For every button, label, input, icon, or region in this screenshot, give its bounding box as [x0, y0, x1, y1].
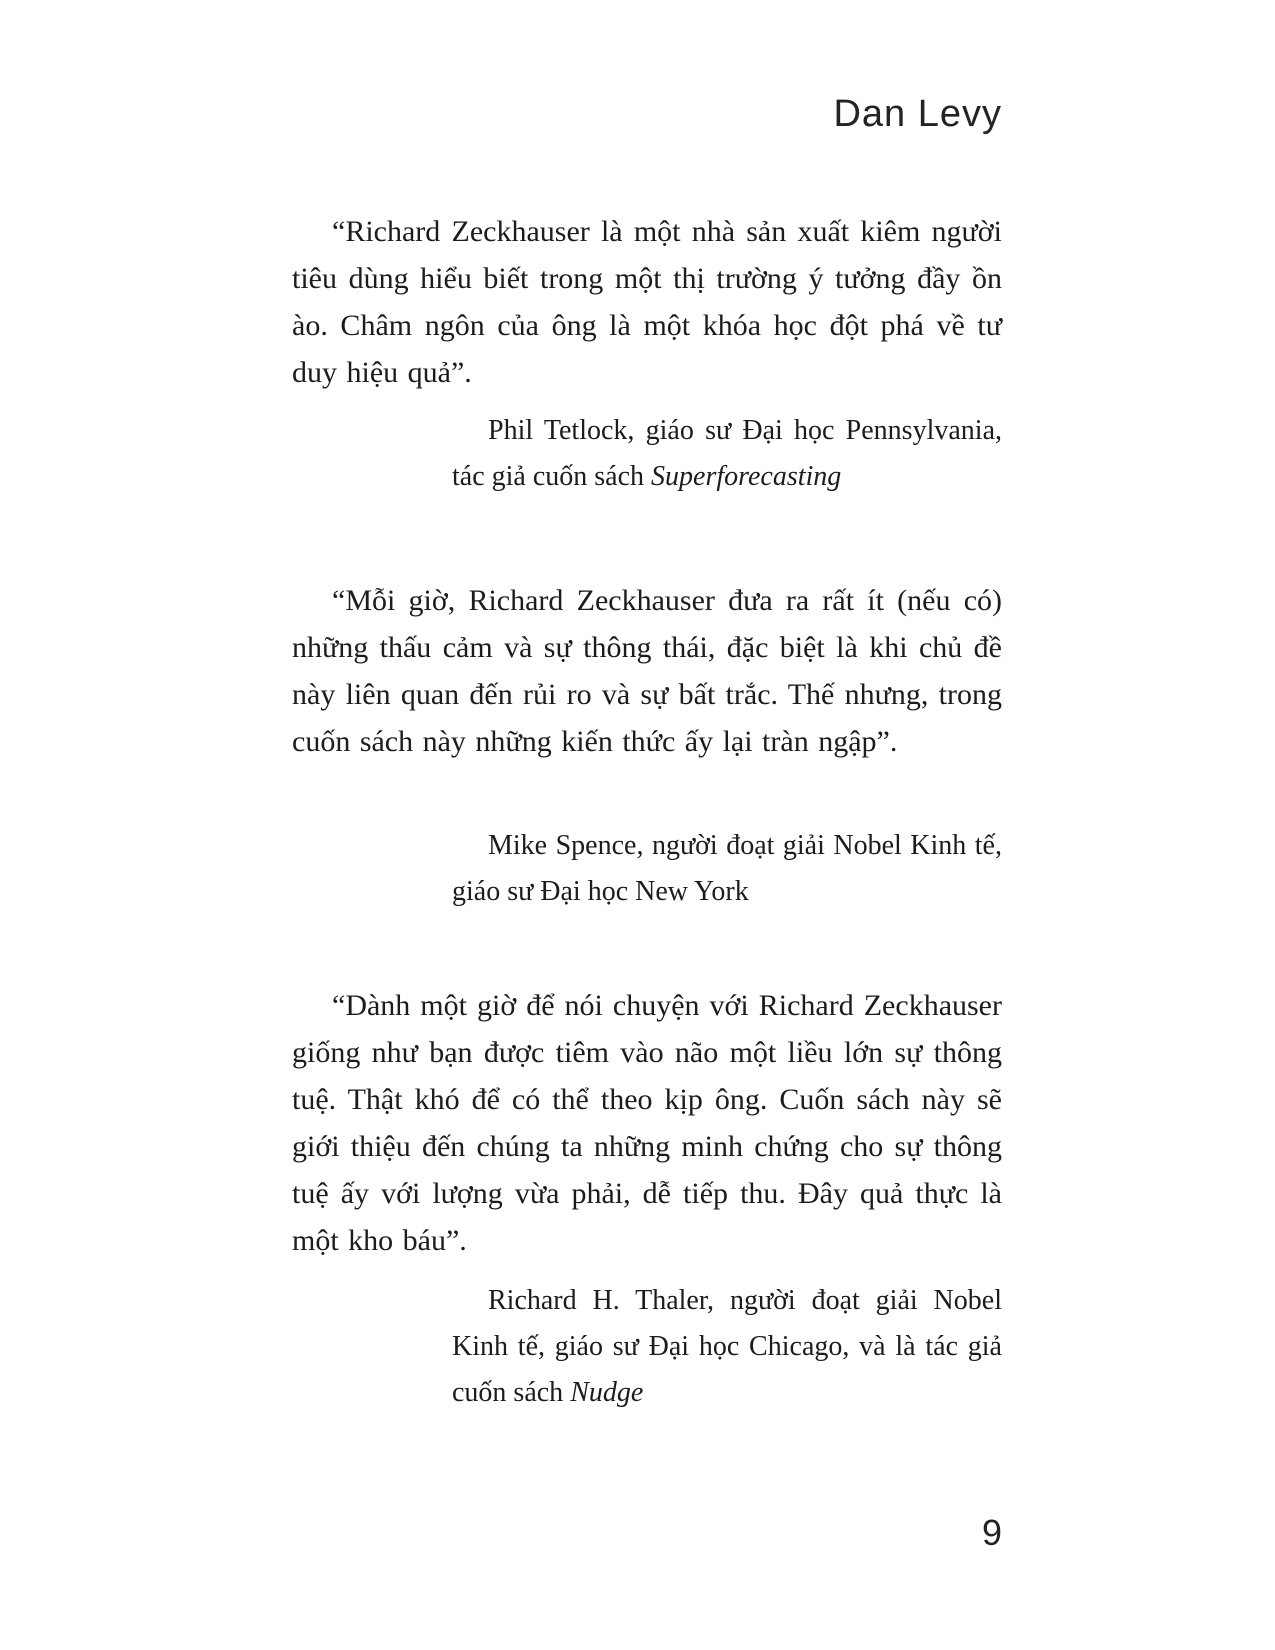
- book-title: Superforecasting: [651, 461, 842, 492]
- quote-attribution-3: [452, 1278, 1002, 1416]
- quote-attribution-1: [452, 408, 1002, 500]
- attribution-text: Phil Tetlock, giáo sư Đại học Pennsylvania, tác giả cuốn sách: [452, 415, 1002, 492]
- quote-paragraph-3: “Dành một giờ để nói chuyện với Richard Zeckhauser giống như bạn được tiêm vào não một liều lớn sự thông tuệ. Thật khó để có thể theo kịp ông. Cuốn sách này sẽ giới thiệu đến chúng ta những minh chứng cho sự thông tuệ ấy với lượng vừa phải, dễ tiếp thu. Đây quả thực là một kho báu”.: [292, 989, 1002, 1257]
- running-header-author: Dan Levy: [833, 93, 1002, 135]
- attribution-text: Mike Spence, người đoạt giải Nobel Kinh tế, giáo sư Đại học New York: [452, 830, 1002, 907]
- quote-paragraph-1: “Richard Zeckhauser là một nhà sản xuất kiêm người tiêu dùng hiểu biết trong một thị trường ý tưởng đầy ồn ào. Châm ngôn của ông là một khóa học đột phá về tư duy hiệu quả”.: [292, 215, 1002, 389]
- page-number: 9: [981, 1512, 1002, 1553]
- page-content-column: [292, 0, 1002, 1650]
- book-title: Nudge: [570, 1377, 644, 1408]
- attribution-text: Richard H. Thaler, người đoạt giải Nobel Kinh tế, giáo sư Đại học Chicago, và là tác giả cuốn sách: [452, 1285, 1002, 1408]
- quote-paragraph-2: “Mỗi giờ, Richard Zeckhauser đưa ra rất ít (nếu có) những thấu cảm và sự thông thái, đặc biệt là khi chủ đề này liên quan đến rủi ro và sự bất trắc. Thế nhưng, trong cuốn sách này những kiến thức ấy lại tràn ngập”.: [292, 584, 1002, 758]
- quote-attribution-2: [452, 823, 1002, 915]
